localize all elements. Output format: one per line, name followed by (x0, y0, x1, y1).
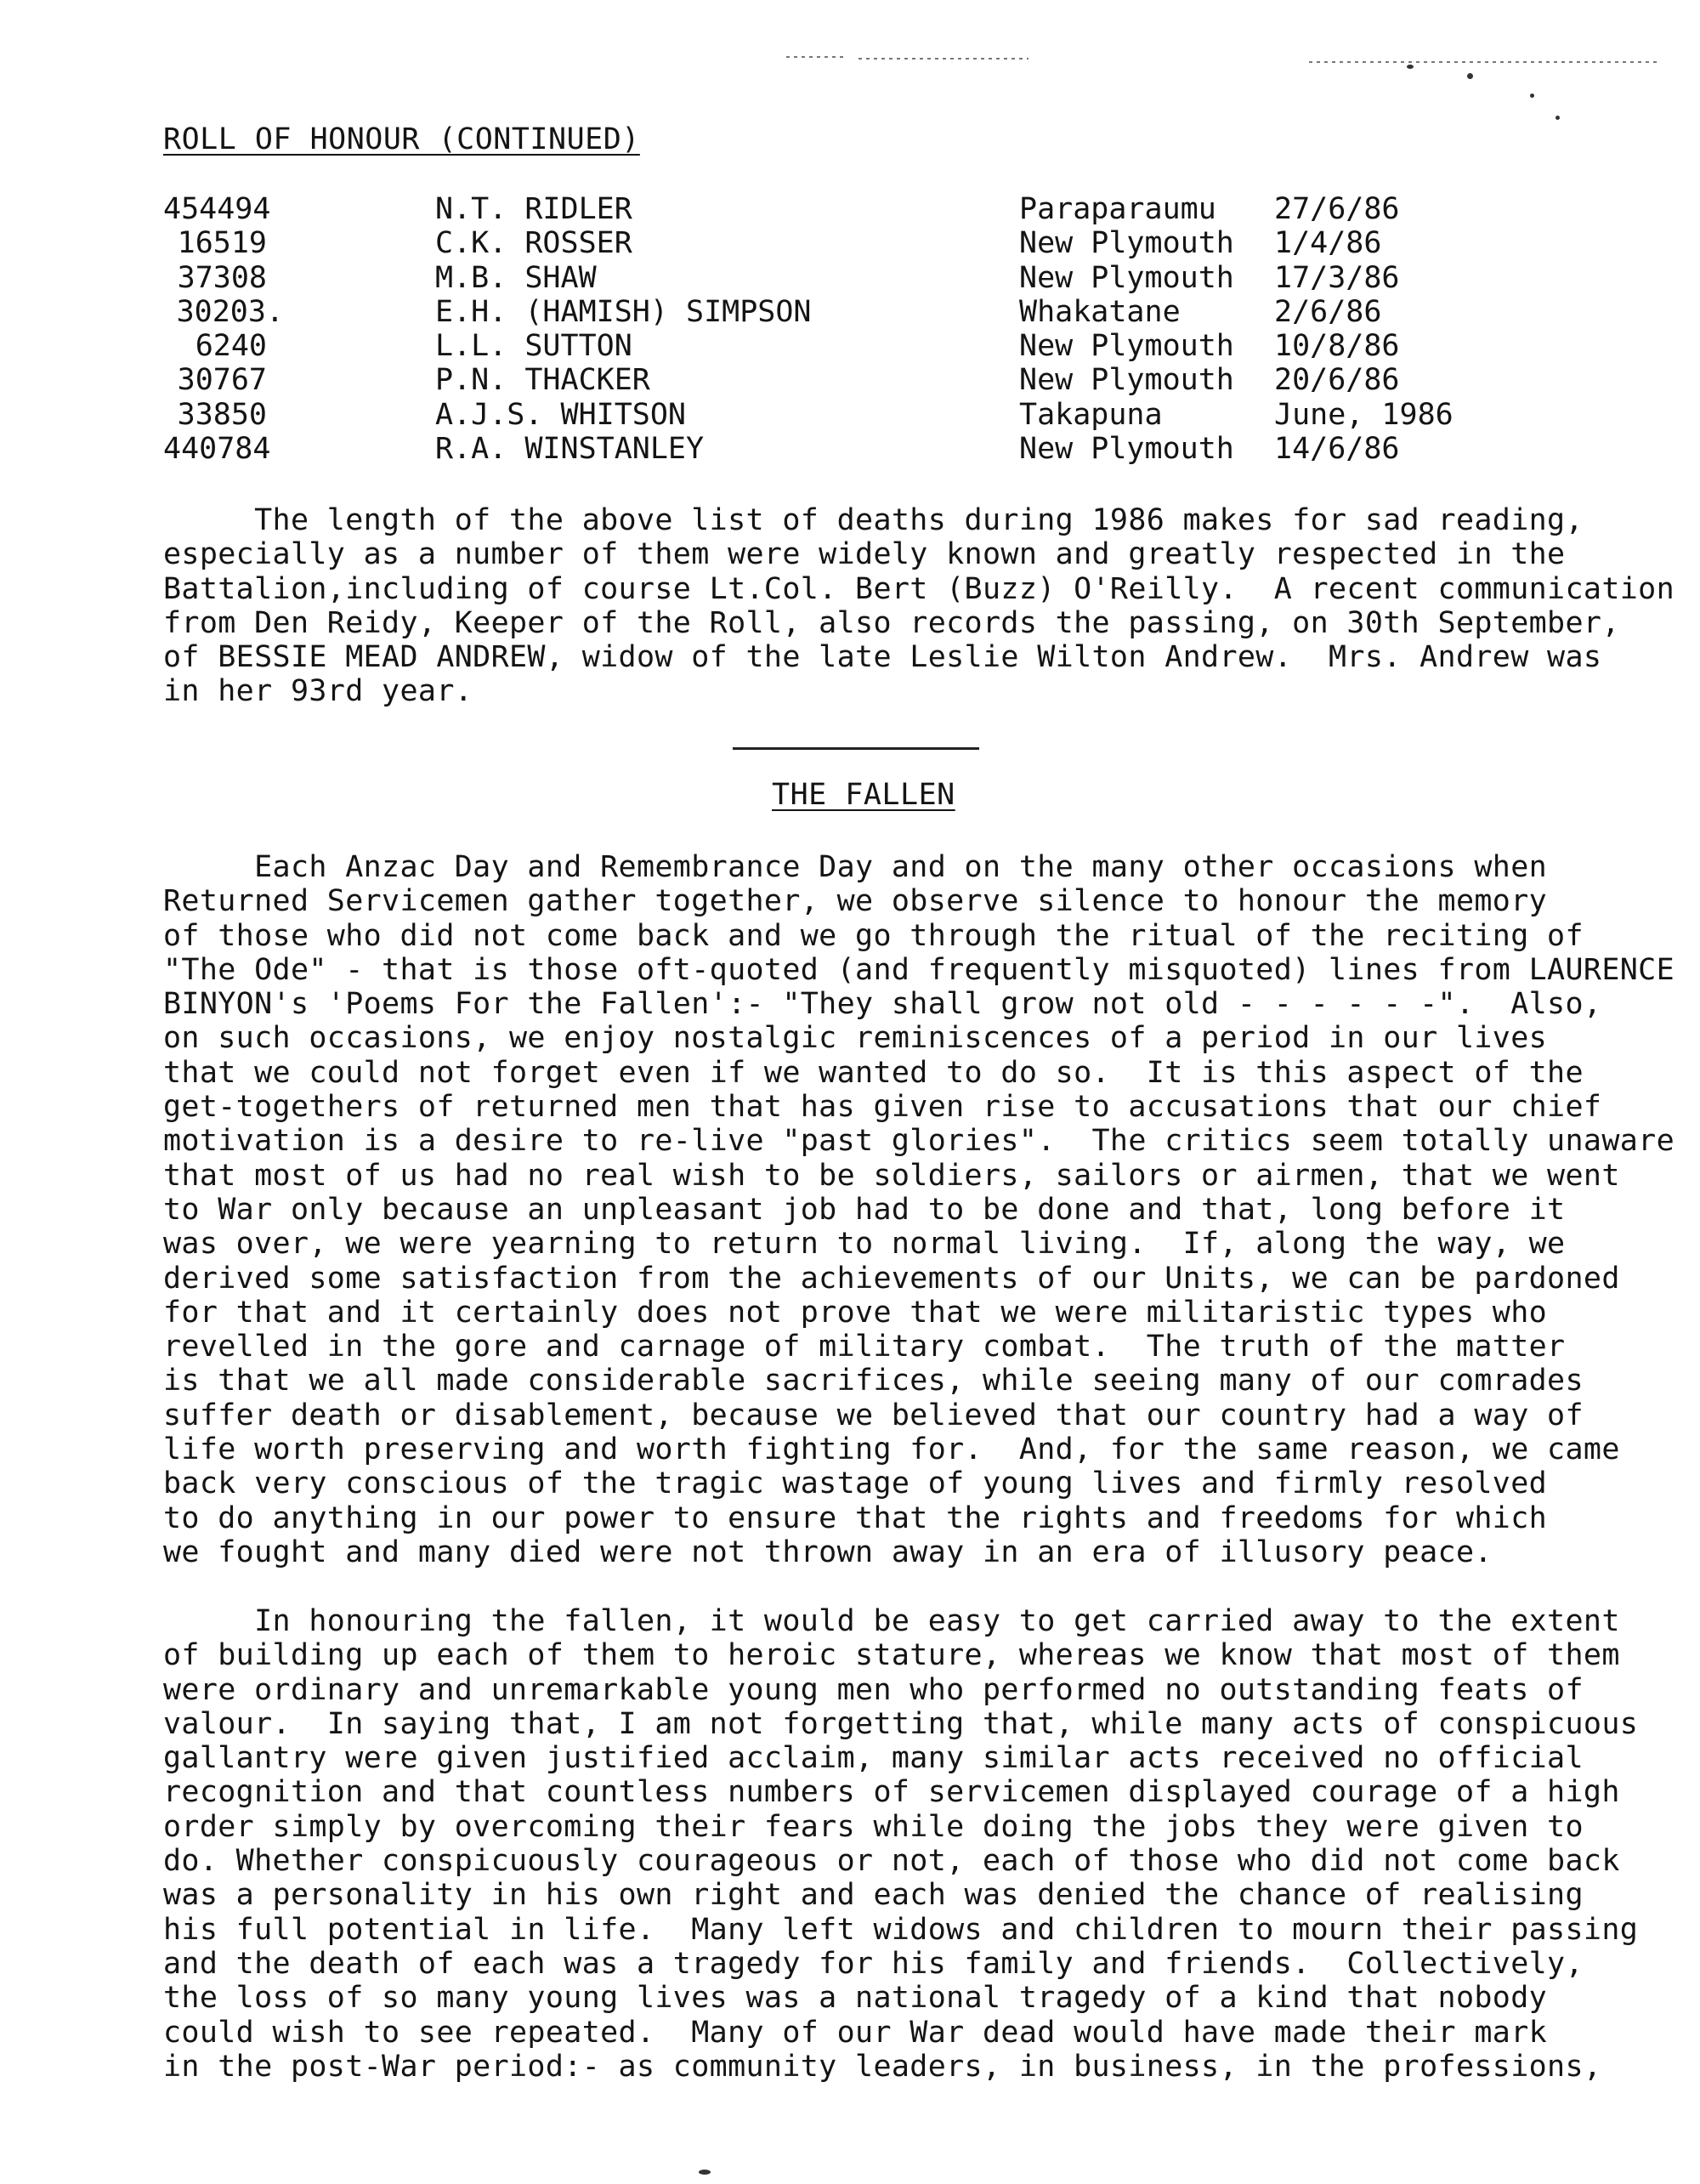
the-fallen-paragraph-1: Each Anzac Day and Remembrance Day and on the many other occasions when Returned Servicemen gather together, we observe silence to honour the memory of those who did not come back and we go through the ritual of the reciting of "The Ode" - that is those oft-quoted (and frequently misquoted) lines from LAURENCE BINYON's 'Poems For the Fallen':- "They shall grow not old - - - - - -". Also, on such occasions, we enjoy nostalgic reminiscences of a period in our lives that we could not forget even if we wanted to do so. It is this aspect of the get-togethers of returned men that has given rise to accusations that our chief motivation is a desire to re-live "past glories". The critics seem totally unaware that most of us had no real wish to be soldiers, sailors or airmen, that we went to War only because an unpleasant job had to be done and that, long before it was over, we were yearning to return to normal living. If, along the way, we derived some satisfaction from the achievements of our Units, we can be pardoned for that and it certainly does not prove that we were militaristic types who revelled in the gore and carnage of military combat. The truth of the matter is that we all made considerable sacrifices, while seeing many of our comrades suffer death or disablement, because we believed that our country had a way of life worth preserving and worth fighting for. And, for the same reason, we came back very conscious of the tragic wastage of young lives and firmly resolved to do anything in our power to ensure that the rights and freedoms for which we fought and many died were not thrown away in an era of illusory peace. (163, 850, 1675, 1569)
service-number: 37308 (177, 260, 267, 295)
member-place: New Plymouth (1019, 226, 1234, 261)
service-number: 454494 (163, 192, 271, 226)
scan-speck (1467, 73, 1473, 79)
member-name: L.L. SUTTON (435, 329, 632, 364)
scan-artifact (1309, 61, 1658, 63)
member-place: New Plymouth (1019, 260, 1234, 295)
section-divider (733, 747, 979, 750)
the-fallen-title: THE FALLEN (772, 778, 955, 812)
member-place: Paraparaumu (1019, 192, 1216, 226)
member-name: M.B. SHAW (435, 260, 597, 295)
roll-entry (163, 260, 1400, 295)
roll-entry (163, 363, 1400, 398)
service-number: 16519 (177, 226, 267, 261)
roll-entry (163, 192, 1400, 226)
member-place: New Plymouth (1019, 329, 1234, 364)
member-place: New Plymouth (1019, 363, 1234, 398)
date-of-death: 27/6/86 (1274, 192, 1400, 226)
date-of-death: 14/6/86 (1274, 432, 1400, 467)
member-place: Takapuna (1019, 397, 1163, 432)
date-of-death: 17/3/86 (1274, 260, 1400, 295)
roll-entry (163, 294, 1382, 329)
date-of-death: 10/8/86 (1274, 329, 1400, 364)
scan-artifact (786, 56, 846, 58)
member-place: Whakatane (1019, 294, 1181, 329)
date-of-death: June, 1986 (1274, 397, 1454, 432)
scan-speck (1556, 116, 1560, 120)
roll-entry (163, 226, 1382, 261)
member-name: N.T. RIDLER (435, 192, 632, 226)
scan-speck (1530, 94, 1534, 98)
scan-artifact (858, 58, 1028, 60)
date-of-death: 1/4/86 (1274, 226, 1382, 261)
scan-speck (699, 2170, 711, 2175)
member-place: New Plymouth (1019, 432, 1234, 467)
scan-speck (1407, 65, 1414, 69)
service-number: 33850 (177, 397, 267, 432)
roll-entry (163, 432, 1400, 467)
service-number: 30203. (176, 294, 284, 329)
roll-entry (163, 329, 1400, 364)
member-name: C.K. ROSSER (435, 226, 632, 261)
member-name: A.J.S. WHITSON (435, 397, 687, 432)
roll-entry (163, 397, 1454, 432)
roll-of-honour-title: ROLL OF HONOUR (CONTINUED) (163, 122, 640, 156)
service-number: 30767 (177, 363, 267, 398)
roll-of-honour-list (163, 192, 1454, 467)
the-fallen-paragraph-2: In honouring the fallen, it would be easy to get carried away to the extent of building up each of them to heroic stature, whereas we know that most of them were ordinary and unremarkable young men who performed no outstanding feats of valour. In saying that, I am not forgetting that, while many acts of conspicuous gallantry were given justified acclaim, many similar acts received no official recognition and that countless numbers of servicemen displayed courage of a high order simply by overcoming their fears while doing the jobs they were given to do. Whether conspicuously courageous or not, each of those who did not come back was a personality in his own right and each was denied the chance of realising his full potential in life. Many left widows and children to mourn their passing and the death of each was a tragedy for his family and friends. Collectively, the loss of so many young lives was a national tragedy of a kind that nobody could wish to see repeated. Many of our War dead would have made their mark in the post-War period:- as community leaders, in business, in the professions, (163, 1604, 1639, 2084)
member-name: E.H. (HAMISH) SIMPSON (435, 294, 812, 329)
service-number: 440784 (163, 432, 271, 467)
roll-of-honour-paragraph: The length of the above list of deaths during 1986 makes for sad reading, especially as a number of them were widely known and greatly respected in the Battalion,including of course Lt.Col. Bert (Buzz) O'Reilly. A recent communication from Den Reidy, Keeper of the Roll, also records the passing, on 30th September, of BESSIE MEAD ANDREW, widow of the late Leslie Wilton Andrew. Mrs. Andrew was in her 93rd year. (163, 503, 1675, 709)
service-number: 6240 (195, 329, 267, 364)
date-of-death: 20/6/86 (1274, 363, 1400, 398)
member-name: R.A. WINSTANLEY (435, 432, 705, 467)
date-of-death: 2/6/86 (1274, 294, 1382, 329)
member-name: P.N. THACKER (435, 363, 650, 398)
